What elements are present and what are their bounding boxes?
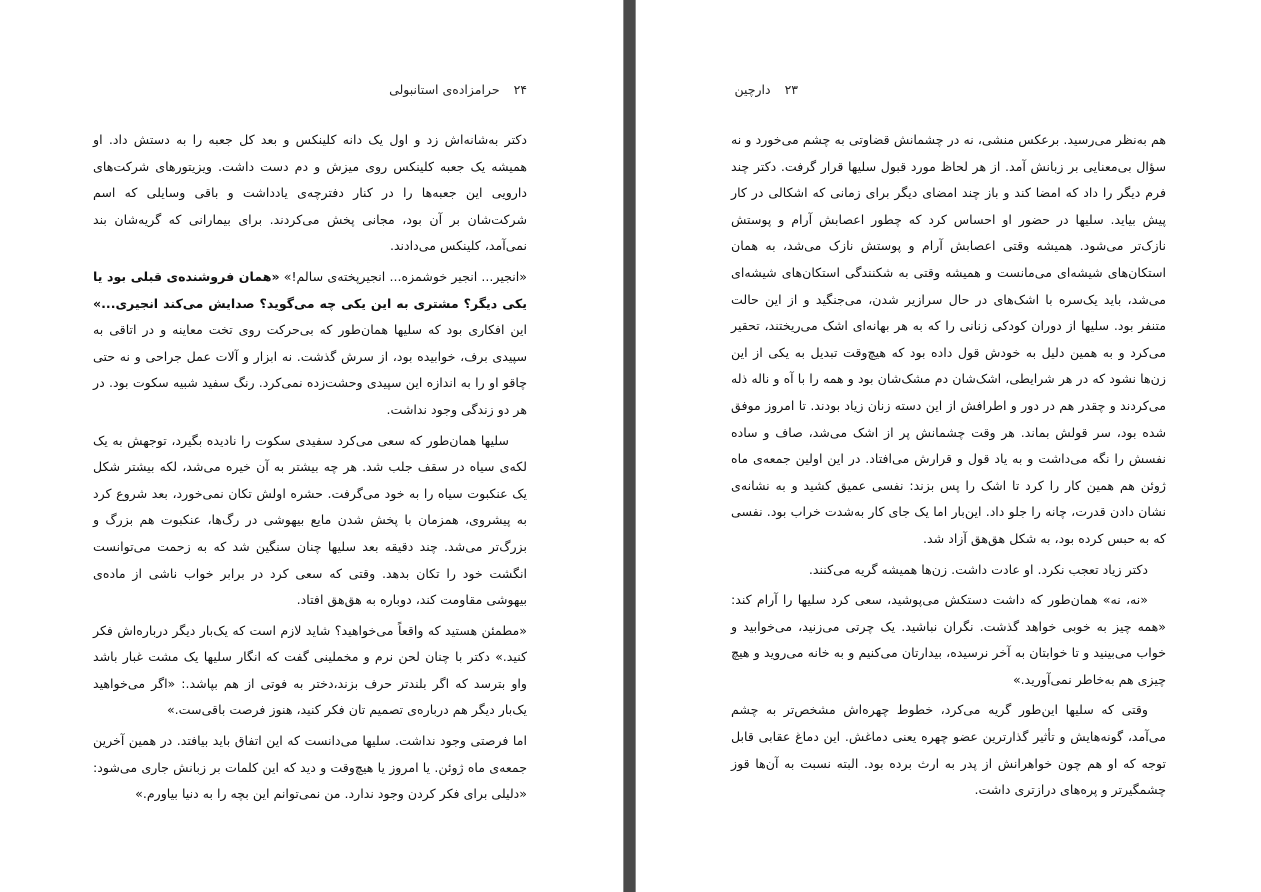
- left-paragraph-2-lead: «انجیر... انجیر خوشمزه... انجیرپخته‌ی سالم!»: [279, 268, 528, 284]
- left-page-header: [389, 82, 527, 102]
- left-page-running-title: حرامزاده‌ی استانبولی: [389, 82, 500, 97]
- left-paragraph-5: اما فرصتی وجود نداشت. سلیها می‌دانست که این اتفاق باید بیافتد. در همین آخرین جمعه‌ی ماه ژوئن. یا امروز یا هیچ‌وقت و دید که این کلمات بر زبانش جاری می‌شود: «دلیلی برای فکر کردن وجود ندارد. من نمی‌توانم این بچه را به دنیا بیاورم.»: [93, 733, 527, 802]
- left-paragraph-1: دکتر به‌شانه‌اش زد و اول یک دانه کلینکس و بعد کل جعبه را به دستش داد. او همیشه یک جعبه کلینکس روی میزش و دم دست داشت. ویزیتورهای شرکت‌های دارویی این جعبه‌ها را در کنار دفترچه‌ی یادداشت و باقی وسایلی که اسم شرکت‌شان بر آن بود، مجانی پخش می‌کردند. برای بیمارانی که گریه‌شان بند نمی‌آمد، کلینکس می‌دادند.: [93, 132, 527, 254]
- right-paragraph-1: هم به‌نظر می‌رسید. برعکس منشی، نه در چشمانش قضاوتی به چشم می‌خورد و نه سؤال بی‌معنایی بر زبانش آمد. از هر لحاظ مورد قبول سلیها قرار گرفت. دکتر چند فرم دیگر را داد که امضا کند و باز چند امضای دیگر برای زمانی که اشکالی در کار پیش بیاید. سلیها در حضور او احساس کرد که چطور اعصابش آرام و پوستش نازک‌تر می‌شود. همیشه وقتی اعصابش آرام و پوستش نازک می‌شد، به همان استکان‌های شیشه‌ای می‌مانست و همیشه وقتی به شکنندگی استکان‌های شیشه‌ای می‌شد، باید یک‌سره با اشک‌های در حال سرازیر شدن، می‌جنگید و از این حالت متنفر بود. سلیها از دوران کودکی زنانی را که به هر بهانه‌ای اشک می‌ریختند، تحقیر می‌کرد و به همین دلیل به خودش قول داده بود که هیچ‌وقت تبدیل به یکی از این زن‌ها نشود که در هر شرایطی، اشک‌شان دم مشک‌شان بود و همه را با آه و ناله ذله می‌کردند و چقدر هم در دور و اطرافش از این دسته زنان زیاد بودند. تا امروز موفق شده بود، سر قولش بماند. هر وقت چشمانش پر از اشک می‌شد، صاف و ساده نفسش را نگه می‌داشت و به یاد قول و قرارش می‌افتاد. در این اولین جمعه‌ی ماه ژوئن هم همین کار را کرد تا اشک را پس بزند: نفسی عمیق کشید و به نشانه‌ی نشان دادن قدرت، چانه را جلو داد. این‌بار اما یک جای کار به‌شدت خراب بود. نفسی که به حبس کرده بود، به شکل هق‌هق آزاد شد.: [731, 132, 1166, 546]
- page-gutter-divider: [623, 0, 636, 892]
- right-paragraph-3: «نه، نه» همان‌طور که داشت دستکش می‌پوشید، سعی کرد سلیها را آرام کند: «همه چیز به خوبی خواهد گذشت. نگران نباشید. یک چرتی می‌زنید، می‌خوابید و خواب می‌بینید و تا خوابتان به آخر نرسیده، بیدارتان می‌کنیم و به خانه می‌روید و هیچ چیزی هم به‌خاطر نمی‌آورید.»: [731, 592, 1166, 687]
- right-paragraph-2: دکتر زیاد تعجب نکرد. او عادت داشت. زن‌ها همیشه گریه می‌کنند.: [808, 561, 1148, 577]
- left-page: [0, 0, 623, 892]
- right-paragraph-4: وقتی که سلیها این‌طور گریه می‌کرد، خطوط چهره‌اش مشخص‌تر به چشم می‌آمد، گونه‌هایش و تأثیر گذارترین عضو چهره یعنی دماغش. این دماغ عقابی قابل توجه که او هم چون خواهرانش از پدر به ارث برده بود. البته نسبت به آن‌ها قوز چشمگیرتر و پره‌های درازتری داشت.: [731, 702, 1166, 798]
- right-page-running-title: دارچین: [734, 82, 771, 97]
- left-paragraph-2-bold: «همان فروشنده‌ی قبلی بود یا یکی دیگر؟ مشتری به این یکی چه می‌گوید؟ صدایش می‌کند انجیری...»: [93, 268, 527, 311]
- left-page-number: ۲۴: [513, 82, 527, 97]
- right-page-body: [731, 127, 1166, 808]
- left-paragraph-3: سلیها همان‌طور که سعی می‌کرد سفیدی سکوت را نادیده بگیرد، توجهش به یک لکه‌ی سیاه در سقف جلب شد. هر چه بیشتر به آن خیره می‌شد، لکه بیشتر شکل یک عنکبوت سیاه را به خود می‌گرفت. حشره اولش تکان نمی‌خورد، بعد شروع کرد به پیشروی، همزمان با پخش شدن مایع بیهوشی در رگ‌ها، عنکبوت هم بزرگ و بزرگ‌تر می‌شد. چند دقیقه بعد سلیها چنان سنگین شد که به زحمت می‌توانست انگشت خود را تکان بدهد. وقتی که سعی کرد در برابر خواب ناشی از ماده‌ی بیهوشی مقاومت کند، دوباره به هق‌هق افتاد.: [93, 432, 527, 608]
- right-page-number: ۲۳: [784, 82, 798, 97]
- left-paragraph-4: «مطمئن هستید که واقعاً می‌خواهید؟ شاید لازم است که یک‌بار دیگر درباره‌اش فکر کنید.» دکتر با چنان لحن نرم و مخملینی گفت که انگار سلیها یک مشت غبار باشد واو بترسد که اگر بلندتر حرف بزند،دختر به فوتی از هم بپاشد.: «اگر می‌خواهید یک‌بار دیگر هم درباره‌ی تصمیم تان فکر کنید، هنوز فرصت باقی‌ست.»: [93, 622, 527, 718]
- right-page-header: [734, 82, 798, 102]
- left-paragraph-2: [93, 264, 527, 424]
- right-page: [636, 0, 1261, 892]
- left-page-body: [93, 127, 527, 812]
- left-paragraph-2-rest: این افکاری بود که سلیها همان‌طور که بی‌حرکت روی تخت معاینه و در اتاقی به سپیدی برف، خوابیده بود، از سرش گذشت. نه ابزار و آلات عمل جراحی و نه حتی چاقو او را به اندازه این سپیدی وحشت‌زده نمی‌کرد. رنگ سفید شبیه سکوت بود. در هر دو زندگی وجود نداشت.: [93, 322, 527, 417]
